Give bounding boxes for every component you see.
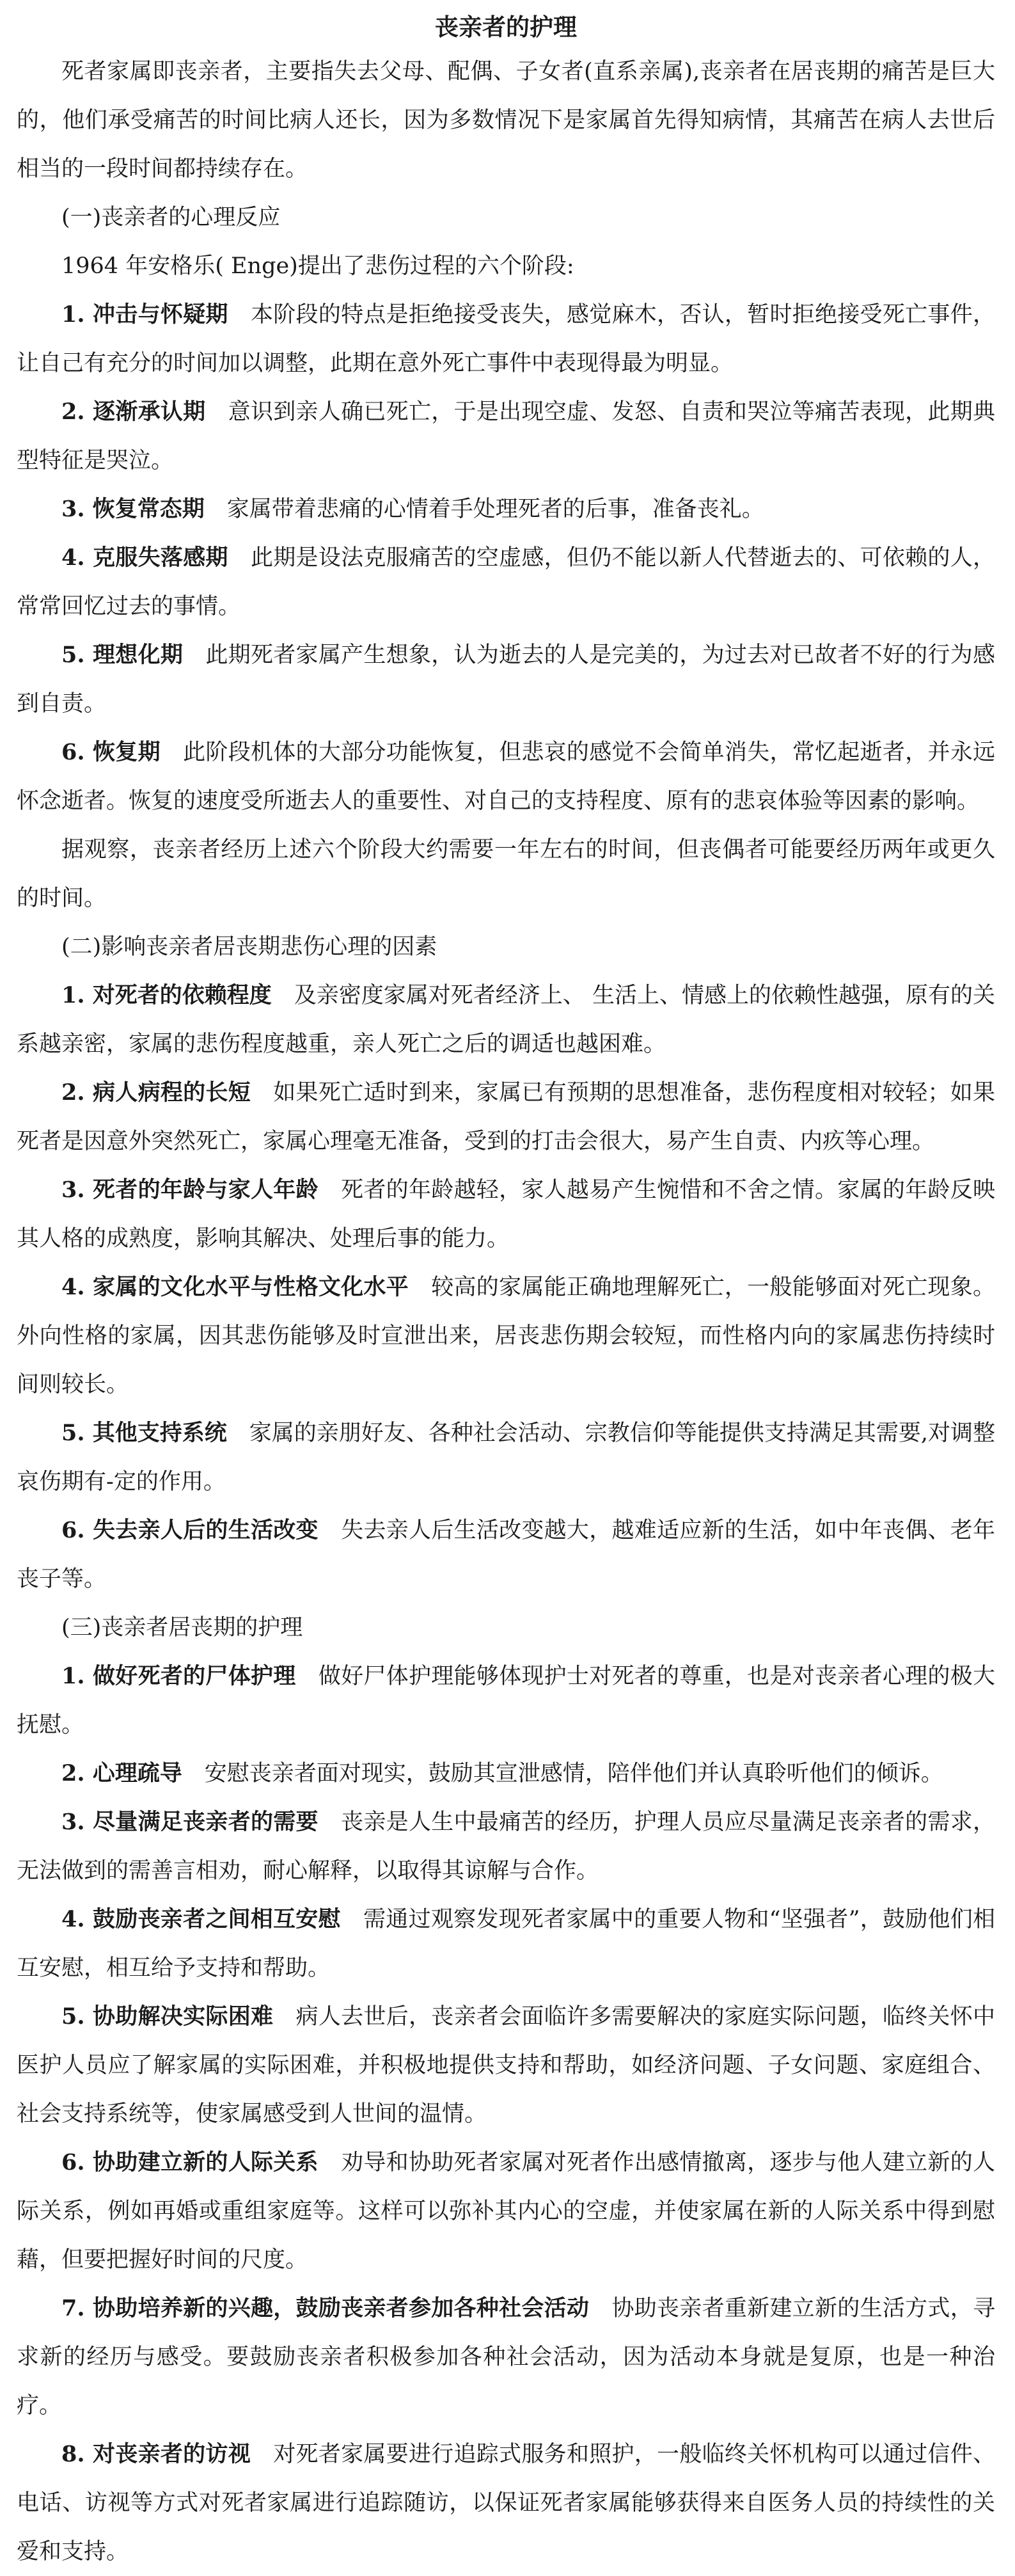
s1-item-6-text: 此阶段机体的大部分功能恢复，但悲哀的感觉不会简单消失，常忆起逝者，并永远怀念逝者。恢复的速度受所逝去人的重要性、对自己的支持程度、原有的悲哀体验等因素的影响。 (17, 740, 995, 814)
s3-item-5-label: 5. 协助解决实际困难 (61, 2003, 274, 2030)
s2-item-6 (17, 1506, 995, 1603)
s3-item-7 (17, 2284, 995, 2430)
s1-item-3-label: 3. 恢复常态期 (61, 496, 205, 522)
s2-item-6-label: 6. 失去亲人后的生活改变 (61, 1517, 319, 1543)
s2-item-3-text: 死者的年龄越轻，家人越易产生惋惜和不舍之情。家属的年龄反映其人格的成熟度，影响其解决、处理后事的能力。 (17, 1177, 995, 1252)
s3-item-4-label: 4. 鼓励丧亲者之间相互安慰 (61, 1906, 341, 1932)
s1-item-6 (17, 728, 995, 825)
s2-item-4-text: 较高的家属能正确地理解死亡，一般能够面对死亡现象。外向性格的家属，因其悲伤能够及时宣泄出来，居丧悲伤期会较短，而性格内向的家属悲伤持续时间则较长。 (17, 1275, 995, 1397)
s1-item-6-label: 6. 恢复期 (61, 739, 161, 765)
s3-item-6 (17, 2138, 995, 2284)
s3-item-1-label: 1. 做好死者的尸体护理 (61, 1663, 296, 1689)
document-title: 丧亲者的护理 (435, 13, 577, 41)
section-3-heading: (三)丧亲者居丧期的护理 (61, 1615, 303, 1641)
s1-item-4-label: 4. 克服失落感期 (61, 545, 228, 571)
s1-item-4 (17, 534, 995, 631)
s3-item-3-text: 丧亲是人生中最痛苦的经历，护理人员应尽量满足丧亲者的需求，无法做到的需善言相劝，耐心解释，以取得其谅解与合作。 (17, 1809, 995, 1884)
s3-item-5 (17, 1992, 995, 2138)
s3-item-7-text: 协助丧亲者重新建立新的生活方式，寻求新的经历与感受。要鼓励丧亲者积极参加各种社会活动，因为活动本身就是复原，也是一种治疗。 (17, 2296, 995, 2419)
s3-item-8-text: 对死者家属要进行追踪式服务和照护，一般临终关怀机构可以通过信件、电话、访视等方式对死者家属进行追踪随访，以保证死者家属能够获得来自医务人员的持续性的关爱和支持。 (17, 2442, 995, 2564)
s3-item-1 (17, 1652, 995, 1749)
s1-item-2-text: 意识到亲人确已死亡，于是出现空虚、发怒、自责和哭泣等痛苦表现，此期典型特征是哭泣。 (17, 399, 995, 473)
s1-item-1 (17, 290, 995, 388)
s2-item-6-text: 失去亲人后生活改变越大，越难适应新的生活，如中年丧偶、老年丧子等。 (17, 1518, 995, 1592)
s1-item-1-text: 本阶段的特点是拒绝接受丧失，感觉麻木，否认，暂时拒绝接受死亡事件，让自己有充分的时间加以调整，此期在意外死亡事件中表现得最为明显。 (17, 302, 995, 376)
s3-item-7-label: 7. 协助培养新的兴趣，鼓励丧亲者参加各种社会活动 (61, 2295, 590, 2321)
s2-item-1-label: 1. 对死者的依赖程度 (61, 982, 272, 1008)
s2-item-5-label: 5. 其他支持系统 (61, 1420, 227, 1446)
s2-item-5 (17, 1409, 995, 1506)
s3-item-4-text: 需通过观察发现死者家属中的重要人物和“坚强者”，鼓励他们相互安慰，相互给予支持和帮助。 (17, 1907, 995, 1981)
s2-item-4-label: 4. 家属的文化水平与性格文化水平 (61, 1274, 409, 1300)
s1-item-5 (17, 631, 995, 728)
s3-item-2 (17, 1749, 995, 1798)
s3-item-2-text: 安慰丧亲者面对现实，鼓励其宣泄感情，陪伴他们并认真聆听他们的倾诉。 (204, 1761, 943, 1786)
s3-item-4 (17, 1895, 995, 1992)
s2-item-2-label: 2. 病人病程的长短 (61, 1079, 251, 1106)
section-1-closing: 据观察，丧亲者经历上述六个阶段大约需要一年左右的时间，但丧偶者可能要经历两年或更久的时间。 (17, 837, 995, 911)
s3-item-3 (17, 1798, 995, 1895)
s2-item-2 (17, 1069, 995, 1166)
s2-item-3-label: 3. 死者的年龄与家人年龄 (61, 1177, 319, 1203)
s3-item-6-text: 劝导和协助死者家属对死者作出感情撤离，逐步与他人建立新的人际关系，例如再婚或重组家庭等。这样可以弥补其内心的空虚，并使家属在新的人际关系中得到慰藉，但要把握好时间的尺度。 (17, 2150, 995, 2273)
section-1-heading: (一)丧亲者的心理反应 (61, 205, 281, 230)
s1-item-3-text: 家属带着悲痛的心情着手处理死者的后事，准备丧礼。 (226, 497, 764, 522)
s3-item-8 (17, 2430, 995, 2576)
s2-item-1-text: 及亲密度家属对死者经济上、 生活上、情感上的依赖性越强，原有的关系越亲密，家属的悲伤程度越重，亲人死亡之后的调适也越困难。 (17, 983, 995, 1057)
intro-paragraph: 死者家属即丧亲者，主要指失去父母、配偶、子女者(直系亲属),丧亲者在居丧期的痛苦是巨大的，他们承受痛苦的时间比病人还长，因为多数情况下是家属首先得知病情，其痛苦在病人去世后相当的一段时间都持续存在。 (17, 59, 995, 182)
s2-item-5-text: 家属的亲朋好友、各种社会活动、宗教信仰等能提供支持满足其需要,对调整哀伤期有-定的作用。 (17, 1420, 995, 1495)
s3-item-3-label: 3. 尽量满足丧亲者的需要 (61, 1809, 319, 1835)
section-1-lead: 1964 年安格乐( Enge)提出了悲伤过程的六个阶段: (61, 253, 574, 279)
s3-item-8-label: 8. 对丧亲者的访视 (61, 2441, 251, 2467)
s2-item-2-text: 如果死亡适时到来，家属已有预期的思想准备，悲伤程度相对较轻；如果死者是因意外突然死亡，家属心理毫无准备，受到的打击会很大，易产生自责、内疚等心理。 (17, 1080, 995, 1154)
s1-item-2-label: 2. 逐渐承认期 (61, 399, 206, 425)
s3-item-5-text: 病人去世后，丧亲者会面临许多需要解决的家庭实际问题，临终关怀中医护人员应了解家属的实际困难，并积极地提供支持和帮助，如经济问题、子女问题、家庭组合、社会支持系统等，使家属感受到人世间的温情。 (17, 2004, 995, 2127)
s3-item-6-label: 6. 协助建立新的人际关系 (61, 2149, 319, 2175)
section-2-heading: (二)影响丧亲者居丧期悲伤心理的因素 (61, 934, 437, 960)
s1-item-4-text: 此期是设法克服痛苦的空虚感，但仍不能以新人代替逝去的、可依赖的人，常常回忆过去的事情。 (17, 545, 995, 619)
document (17, 6, 995, 2576)
s1-item-2 (17, 388, 995, 485)
s3-item-2-label: 2. 心理疏导 (61, 1760, 182, 1786)
s2-item-4 (17, 1263, 995, 1409)
s1-item-3 (17, 485, 995, 534)
s2-item-3 (17, 1166, 995, 1263)
s1-item-5-label: 5. 理想化期 (61, 642, 184, 668)
s3-item-1-text: 做好尸体护理能够体现护士对死者的尊重，也是对丧亲者心理的极大抚慰。 (17, 1664, 995, 1738)
s2-item-1 (17, 971, 995, 1069)
s1-item-5-text: 此期死者家属产生想象，认为逝去的人是完美的，为过去对已故者不好的行为感到自责。 (17, 642, 995, 717)
s1-item-1-label: 1. 冲击与怀疑期 (61, 301, 228, 328)
